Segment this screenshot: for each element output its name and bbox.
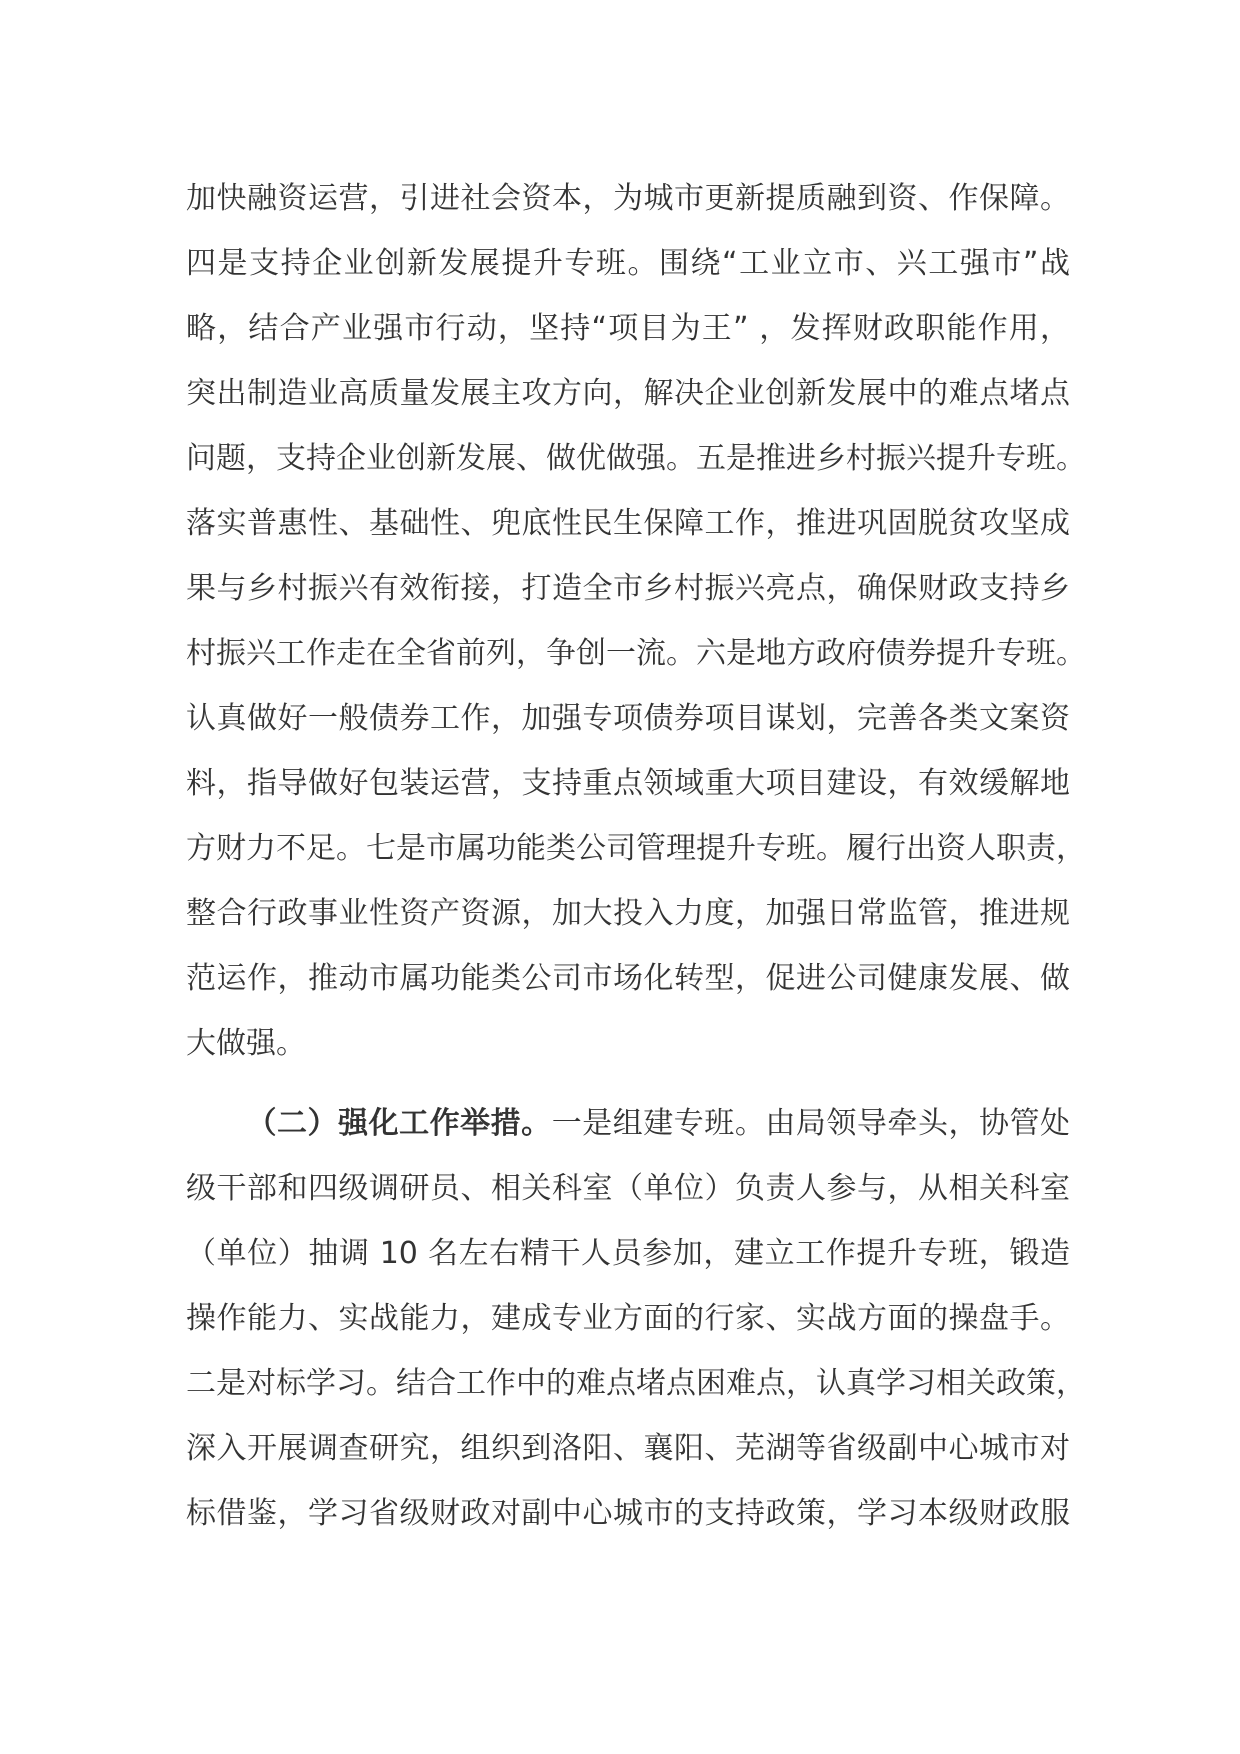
text-line-first (186, 1091, 1070, 1156)
text-line: 范运作，推动市属功能类公司市场化转型，促进公司健康发展、做 (186, 961, 1070, 996)
text-line: 整合行政事业性资产资源，加大投入力度，加强日常监管，推进规 (186, 896, 1070, 931)
paragraph-spacing (186, 1076, 1070, 1091)
text-line: 方财力不足。七是市属功能类公司管理提升专班。履行出资人职责， (186, 831, 1086, 866)
heading-line-text: 一是组建专班。由局领导牵头，协管处 (551, 1106, 1071, 1141)
text-line: 级干部和四级调研员、相关科室（单位）负责人参与，从相关科室 (186, 1171, 1070, 1206)
text-line: 加快融资运营，引进社会资本，为城市更新提质融到资、作保障。 (186, 181, 1070, 216)
text-line: 标借鉴，学习省级财政对副中心城市的支持政策，学习本级财政服 (186, 1496, 1070, 1531)
text-line: 村振兴工作走在全省前列，争创一流。六是地方政府债券提升专班。 (186, 636, 1086, 671)
text-line: 操作能力、实战能力，建成专业方面的行家、实战方面的操盘手。 (186, 1301, 1070, 1336)
document-page (186, 166, 1086, 1546)
text-line: 料，指导做好包装运营，支持重点领域重大项目建设，有效缓解地 (186, 766, 1070, 801)
text-line: 问题，支持企业创新发展、做优做强。五是推进乡村振兴提升专班。 (186, 441, 1086, 476)
paragraph-work-measures (186, 1091, 1086, 1546)
text-line: 略，结合产业强市行动，坚持“项目为王” ，发挥财政职能作用， (186, 311, 1070, 346)
paragraph-special-teams (186, 166, 1086, 1076)
text-line: 果与乡村振兴有效衔接，打造全市乡村振兴亮点，确保财政支持乡 (186, 571, 1070, 606)
text-line: 四是支持企业创新发展提升专班。围绕“工业立市、兴工强市”战 (186, 246, 1070, 281)
section-heading: （二）强化工作举措。 (246, 1106, 552, 1141)
text-line: 突出制造业高质量发展主攻方向，解决企业创新发展中的难点堵点 (186, 376, 1070, 411)
text-line: 大做强。 (186, 1026, 306, 1061)
text-line: 二是对标学习。结合工作中的难点堵点困难点，认真学习相关政策， (186, 1366, 1086, 1401)
text-line: 认真做好一般债券工作，加强专项债券项目谋划，完善各类文案资 (186, 701, 1070, 736)
text-line: 落实普惠性、基础性、兜底性民生保障工作，推进巩固脱贫攻坚成 (186, 506, 1070, 541)
text-line: （单位）抽调 10 名左右精干人员参加，建立工作提升专班，锻造 (186, 1236, 1070, 1271)
text-line: 深入开展调查研究，组织到洛阳、襄阳、芜湖等省级副中心城市对 (186, 1431, 1070, 1466)
